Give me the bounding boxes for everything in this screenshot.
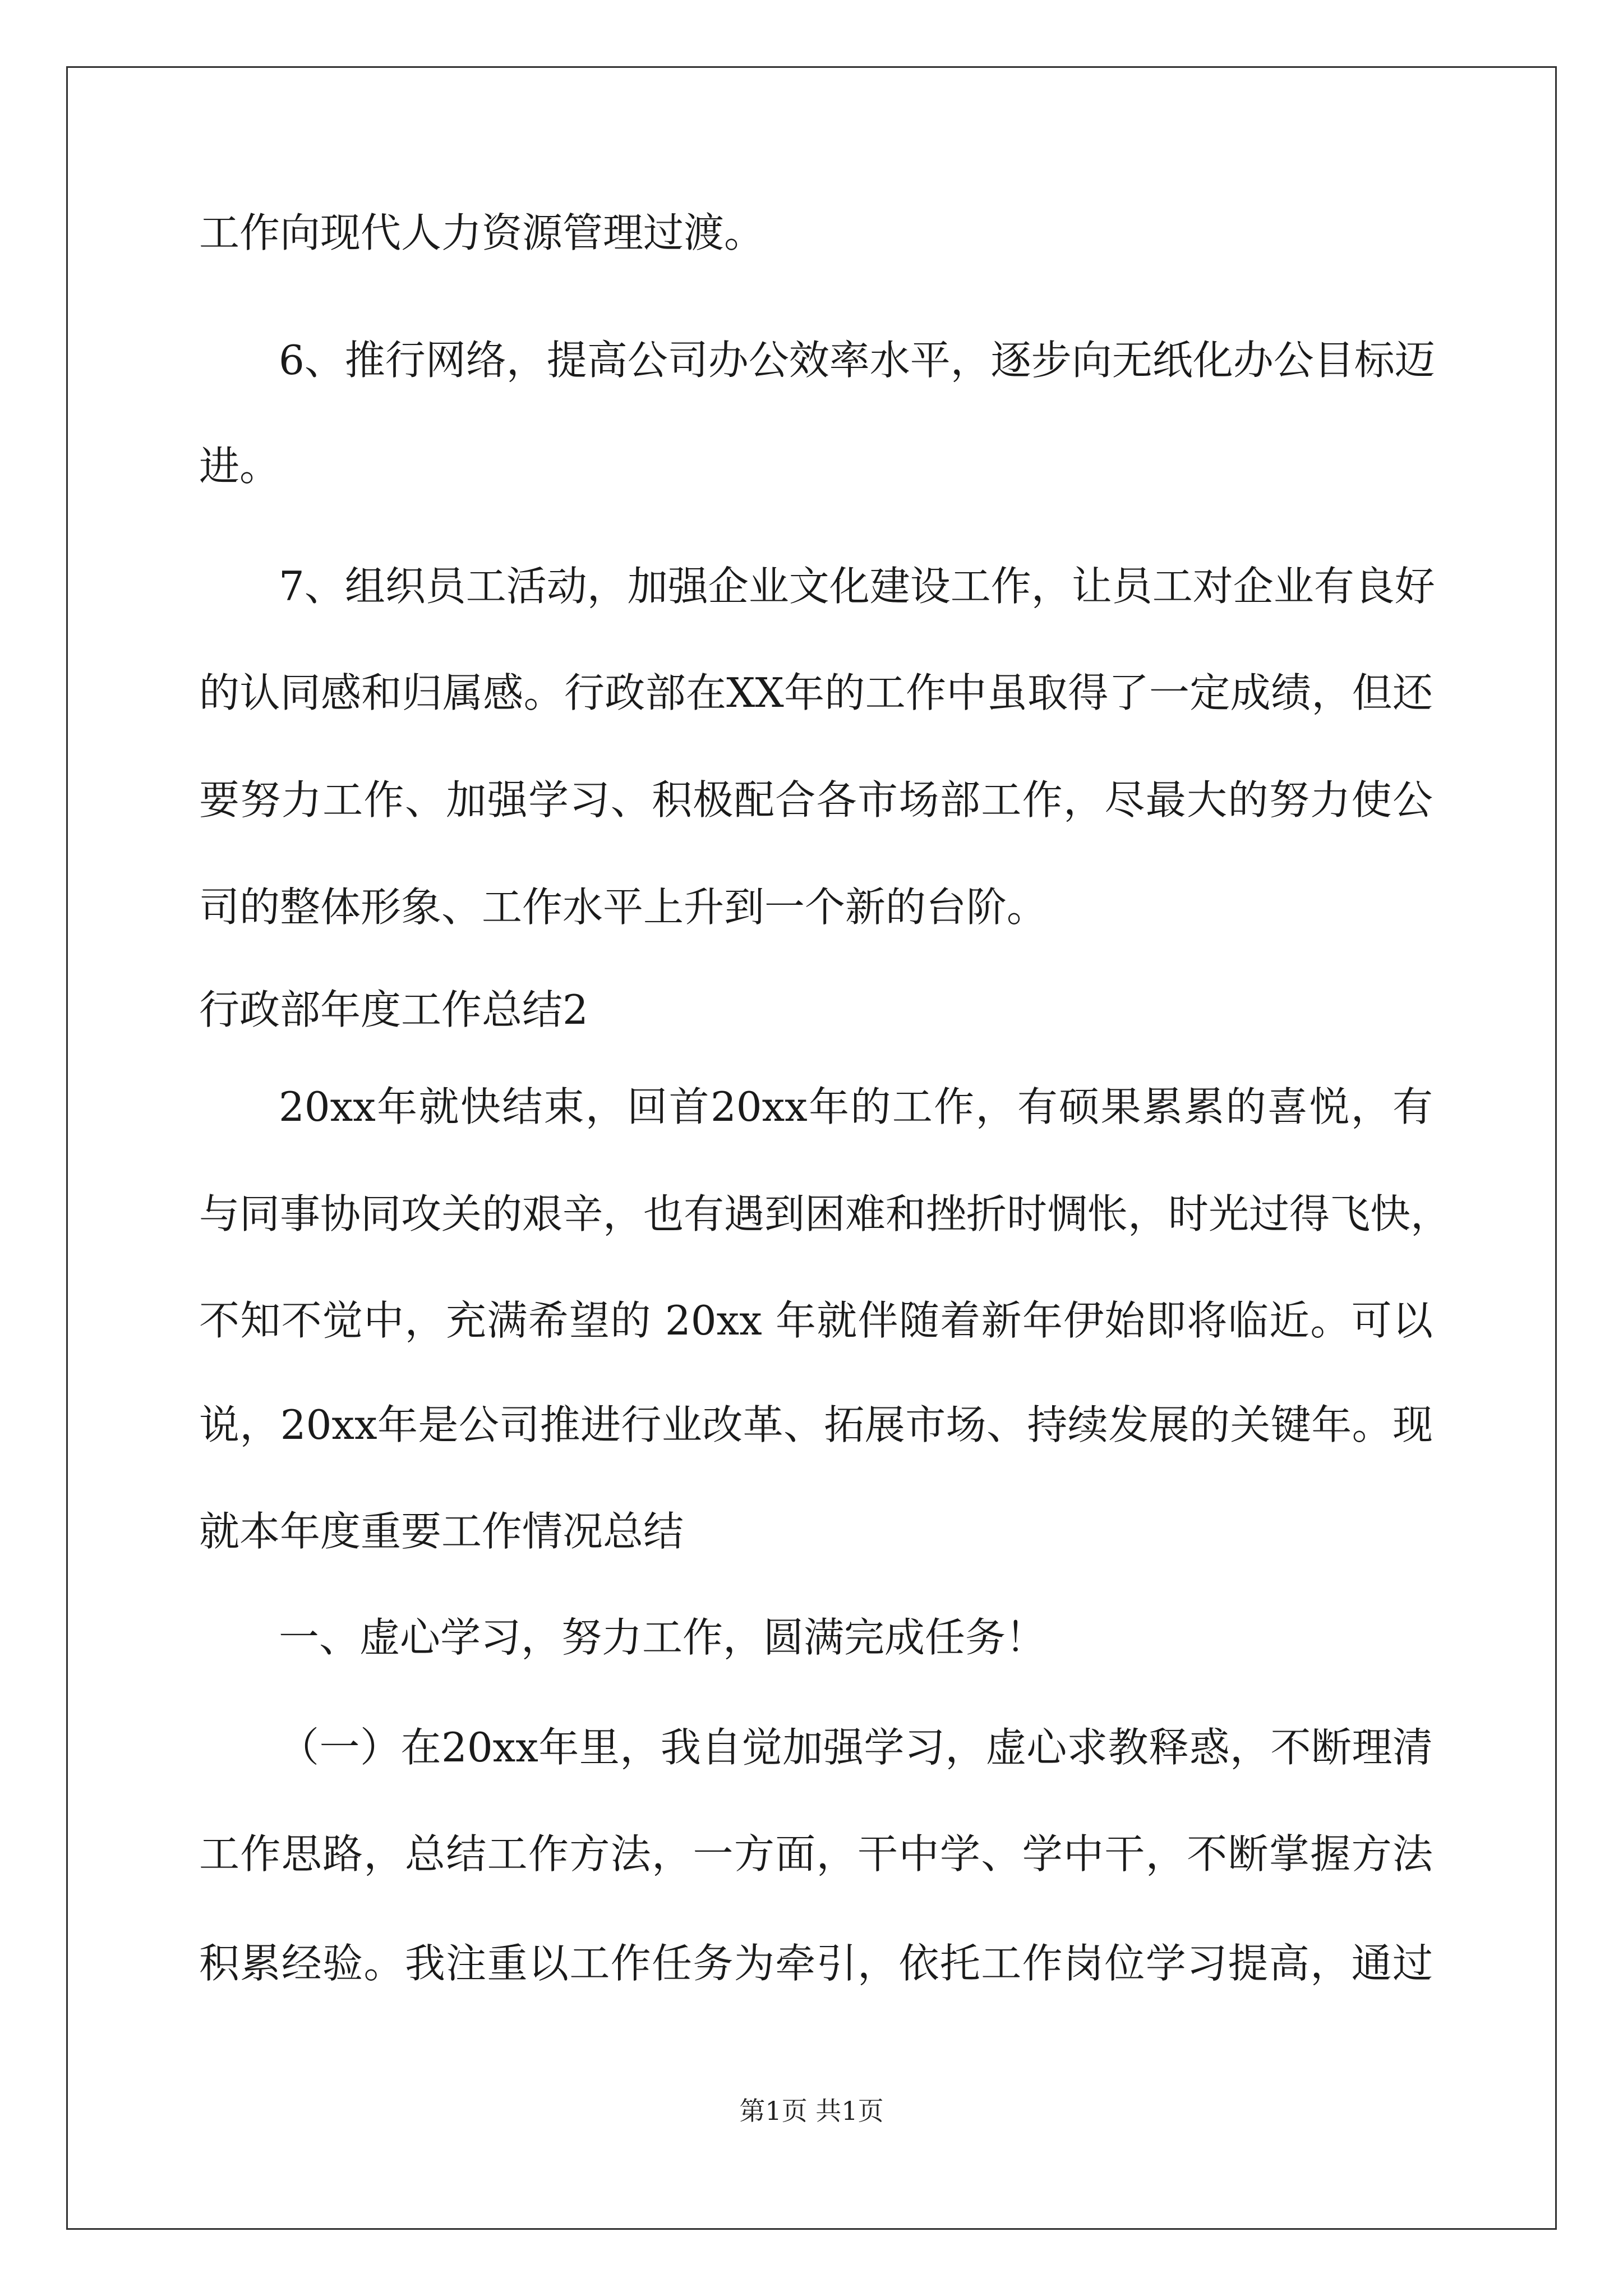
text-line: （一）在20xx年里，我自觉加强学习，虚心求教释惑，不断理清 — [279, 1724, 1433, 1771]
page-footer: 第1页 共1页 — [739, 2096, 884, 2126]
text-line: 进。 — [199, 443, 280, 490]
text-line: 就本年度重要工作情况总结 — [199, 1508, 684, 1555]
text-line: 6、推行网络，提高公司办公效率水平，逐步向无纸化办公目标迈 — [279, 337, 1435, 384]
text-line: 7、组织员工活动，加强企业文化建设工作，让员工对企业有良好 — [279, 563, 1435, 610]
text-line: 说，20xx年是公司推进行业改革、拓展市场、持续发展的关键年。现 — [199, 1401, 1433, 1448]
text-line: 工作思路，总结工作方法，一方面，干中学、学中干，不断掌握方法 — [199, 1830, 1433, 1878]
text-line: 不知不觉中，充满希望的 20xx 年就伴随着新年伊始即将临近。可以 — [199, 1297, 1433, 1344]
text-line: 司的整体形象、工作水平上升到一个新的台阶。 — [199, 884, 1048, 931]
text-line: 积累经验。我注重以工作任务为牵引，依托工作岗位学习提高，通过 — [199, 1940, 1433, 1987]
text-line: 与同事协同攻关的艰辛，也有遇到困难和挫折时惆怅，时光过得飞快， — [199, 1190, 1451, 1237]
section-heading: 一、虚心学习，努力工作，圆满完成任务！ — [279, 1614, 1046, 1661]
text-line: 要努力工作、加强学习、积极配合各市场部工作，尽最大的努力使公 — [199, 776, 1433, 823]
section-heading: 行政部年度工作总结2 — [199, 986, 588, 1033]
text-line: 的认同感和归属感。行政部在XX年的工作中虽取得了一定成绩，但还 — [199, 669, 1433, 716]
text-line: 工作向现代人力资源管理过渡。 — [199, 209, 765, 256]
page-border — [66, 66, 1557, 2230]
text-line: 20xx年就快结束，回首20xx年的工作，有硕果累累的喜悦，有 — [279, 1083, 1433, 1130]
